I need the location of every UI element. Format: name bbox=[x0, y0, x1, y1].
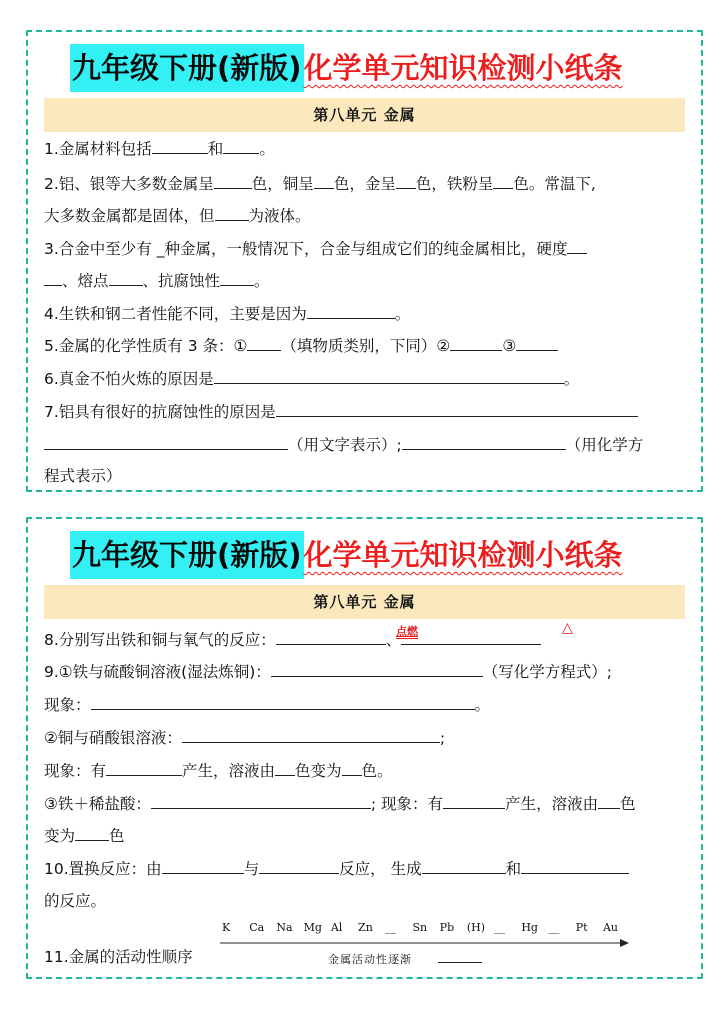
question-11: 11.金属的活动性顺序 bbox=[44, 948, 193, 966]
question-9-line-5: ③铁＋稀盐酸： ; 现象：有 产生，溶液由 色 bbox=[44, 795, 636, 813]
element-symbol: Na bbox=[276, 921, 293, 934]
answer-blank[interactable] bbox=[109, 270, 143, 286]
answer-blank[interactable] bbox=[438, 947, 482, 963]
answer-blank[interactable] bbox=[247, 335, 281, 351]
answer-blank[interactable] bbox=[516, 335, 558, 351]
question-3-line-2: 、熔点 、抗腐蚀性 。 bbox=[44, 270, 270, 291]
question-7-line-2: （用文字表示）; （用化学方 bbox=[44, 434, 643, 455]
element-symbol: Pt bbox=[575, 921, 588, 934]
unit-heading: 第八单元 金属 bbox=[44, 585, 685, 619]
answer-blank[interactable] bbox=[223, 138, 259, 154]
title-grade: 九年级下册(新版) bbox=[70, 44, 304, 92]
worksheet-card-1 bbox=[26, 30, 703, 492]
element-symbol[interactable]: __ bbox=[548, 921, 560, 934]
question-2-line-1: 2.铝、银等大多数金属呈 色，铜呈 色，金呈 色，铁粉呈 色。常温下, bbox=[44, 175, 596, 193]
element-symbol: Ca bbox=[249, 921, 265, 934]
answer-blank[interactable] bbox=[44, 270, 62, 286]
answer-blank[interactable] bbox=[276, 401, 638, 417]
element-symbol[interactable]: __ bbox=[385, 921, 397, 934]
title-subject: 化学单元知识检测小纸条 bbox=[303, 51, 623, 85]
question-9-line-1: 9.①铁与硫酸铜溶液(湿法炼铜)： （写化学方程式）; bbox=[44, 663, 613, 681]
question-10-line-2: 的反应。 bbox=[44, 892, 107, 910]
answer-blank[interactable] bbox=[450, 335, 502, 351]
question-9-line-3: ②铜与硝酸银溶液： ; bbox=[44, 729, 446, 747]
answer-blank[interactable] bbox=[275, 760, 295, 776]
question-9-line-6: 变为 色 bbox=[44, 827, 125, 845]
question-9-line-2: 现象： 。 bbox=[44, 696, 491, 714]
answer-blank[interactable] bbox=[342, 760, 362, 776]
answer-blank[interactable] bbox=[401, 629, 541, 645]
element-symbol: Hg bbox=[521, 921, 538, 934]
element-symbol[interactable]: __ bbox=[494, 921, 506, 934]
element-symbol: (H) bbox=[466, 921, 486, 934]
answer-blank[interactable] bbox=[151, 793, 371, 809]
element-symbol: Zn bbox=[358, 921, 373, 934]
worksheet-card-2 bbox=[26, 517, 703, 979]
title-grade: 九年级下册(新版) bbox=[70, 531, 304, 579]
answer-blank[interactable] bbox=[215, 205, 249, 221]
card-title bbox=[70, 531, 623, 579]
question-9-line-4: 现象：有 产生，溶液由 色变为 色。 bbox=[44, 762, 393, 780]
answer-blank[interactable] bbox=[214, 368, 564, 384]
activity-series bbox=[220, 919, 630, 967]
element-symbol: Al bbox=[330, 921, 343, 934]
answer-blank[interactable] bbox=[493, 173, 513, 189]
question-8: 8.分别写出铁和铜与氧气的反应： 、 bbox=[44, 629, 541, 650]
answer-blank[interactable] bbox=[44, 434, 288, 450]
question-10-line-1: 10.置换反应：由 与 反应， 生成 和 bbox=[44, 858, 629, 879]
question-2-line-2: 大多数金属都是固体，但 为液体。 bbox=[44, 207, 311, 225]
activity-arrow bbox=[220, 937, 630, 949]
question-4: 4.生铁和钢二者性能不同，主要是因为 。 bbox=[44, 305, 411, 323]
question-5: 5.金属的化学性质有 3 条：① （填物质类别，下同）② ③ bbox=[44, 335, 558, 356]
element-symbol: Mg bbox=[303, 921, 322, 934]
question-1: 1.金属材料包括 和 。 bbox=[44, 140, 275, 158]
answer-blank[interactable] bbox=[152, 138, 208, 154]
activity-caption: 金属活动性逐渐 bbox=[328, 953, 412, 966]
answer-blank[interactable] bbox=[598, 793, 620, 809]
unit-heading: 第八单元 金属 bbox=[44, 98, 685, 132]
answer-blank[interactable] bbox=[567, 238, 587, 254]
answer-blank[interactable] bbox=[259, 858, 339, 874]
answer-blank[interactable] bbox=[276, 629, 386, 645]
answer-blank[interactable] bbox=[422, 858, 506, 874]
heating-condition-mark: △ bbox=[562, 620, 573, 636]
question-7-line-1: 7.铝具有很好的抗腐蚀性的原因是 bbox=[44, 401, 638, 422]
answer-blank[interactable] bbox=[220, 270, 254, 286]
answer-blank[interactable] bbox=[443, 793, 505, 809]
element-symbols bbox=[220, 921, 630, 935]
answer-blank[interactable] bbox=[396, 173, 416, 189]
answer-blank[interactable] bbox=[106, 760, 182, 776]
answer-blank[interactable] bbox=[182, 727, 440, 743]
card-title bbox=[70, 44, 623, 92]
question-6: 6.真金不怕火炼的原因是 。 bbox=[44, 370, 580, 388]
answer-blank[interactable] bbox=[521, 858, 629, 874]
answer-blank[interactable] bbox=[314, 173, 334, 189]
answer-blank[interactable] bbox=[307, 303, 395, 319]
answer-blank[interactable] bbox=[91, 694, 475, 710]
element-symbol: Sn bbox=[412, 921, 428, 934]
answer-blank[interactable] bbox=[214, 173, 252, 189]
element-symbol: K bbox=[222, 921, 231, 934]
answer-blank[interactable] bbox=[271, 661, 483, 677]
title-subject: 化学单元知识检测小纸条 bbox=[303, 538, 623, 572]
element-symbol: Au bbox=[602, 921, 618, 934]
ignition-condition-mark: 点燃 bbox=[396, 625, 418, 638]
question-7-line-3: 程式表示） bbox=[44, 467, 122, 485]
answer-blank[interactable] bbox=[402, 434, 566, 450]
element-symbol: Pb bbox=[439, 921, 455, 934]
answer-blank[interactable] bbox=[75, 825, 109, 841]
question-3-line-1: 3.合金中至少有 _种金属，一般情况下，合金与组成它们的纯金属相比，硬度 bbox=[44, 238, 587, 259]
answer-blank[interactable] bbox=[162, 858, 244, 874]
